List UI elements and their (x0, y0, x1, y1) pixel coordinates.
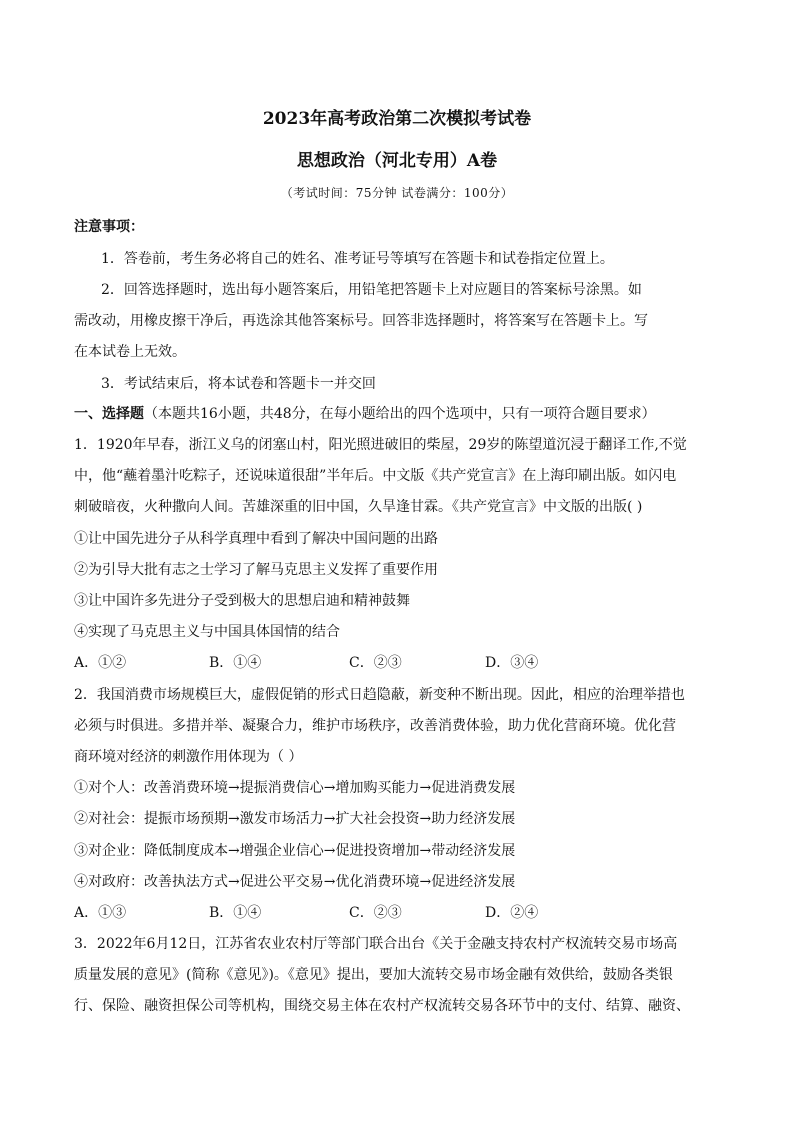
question-item: ①让中国先进分子从科学真理中看到了解决中国问题的出路 (74, 531, 438, 547)
question-item: ④对政府：改善执法方式→促进公平交易→优化消费环境→促进经济发展 (74, 874, 516, 890)
question-stem: 质量发展的意见》(简称《意见》)。《意见》提出，要加大流转交易市场金融有效供给，鼓励各类银 (74, 967, 673, 983)
exam-info: （考试时间：75分钟 试卷满分：100分） (280, 186, 514, 200)
exam-subtitle: 思想政治（河北专用）A卷 (296, 151, 498, 171)
question-item: ④实现了马克思主义与中国具体国情的结合 (74, 624, 340, 640)
notice-line: 在本试卷上无效。 (74, 344, 186, 360)
section-heading (74, 403, 724, 423)
notice-line: 1．答卷前，考生务必将自己的姓名、准考证号等填写在答题卡和试卷指定位置上。 (101, 251, 614, 267)
question-item: ②对社会：提振市场预期→激发市场活力→扩大社会投资→助力经济发展 (74, 811, 516, 827)
notice-line: 2．回答选择题时，选出每小题答案后，用铅笔把答题卡上对应题目的答案标号涂黑。如 (101, 282, 642, 298)
question-stem: 3．2022年6月12日，江苏省农业农村厅等部门联合出台《关于金融支持农村产权流转交易市场高 (74, 936, 678, 952)
question-stem: 商环境对经济的刺激作用体现为（ ） (74, 749, 303, 765)
option-b: B．①④ (209, 905, 262, 921)
option-d: D．③④ (485, 655, 539, 671)
question-item: ①对个人：改善消费环境→提振消费信心→增加购买能力→促进消费发展 (74, 780, 516, 796)
question-item: ③对企业：降低制度成本→增强企业信心→促进投资增加→带动经济发展 (74, 843, 516, 859)
option-c: C．②③ (349, 905, 402, 921)
exam-title: 2023年高考政治第二次模拟考试卷 (262, 109, 532, 129)
question-stem: 中，他“蘸着墨汁吃粽子，还说味道很甜”半年后。中文版《共产党宣言》在上海印刷出版。如闪电 (74, 468, 677, 484)
section-title: 一、选择题 (74, 406, 144, 422)
question-stem: 必须与时俱进。多措并举、凝聚合力，维护市场秩序，改善消费体验，助力优化营商环境。优化营 (74, 718, 676, 734)
option-d: D．②④ (485, 905, 539, 921)
option-c: C．②③ (349, 655, 402, 671)
question-item: ③让中国许多先进分子受到极大的思想启迪和精神鼓舞 (74, 593, 410, 609)
answer-options (74, 652, 724, 672)
option-a: A．①② (74, 655, 127, 671)
section-description: （本题共16小题，共48分，在每小题给出的四个选项中，只有一项符合题目要求） (144, 406, 656, 422)
question-stem: 2．我国消费市场规模巨大，虚假促销的形式日趋隐蔽，新变种不断出现。因此，相应的治理举措也 (74, 687, 685, 703)
question-stem: 行、保险、融资担保公司等机构，围绕交易主体在农村产权流转交易各环节中的支付、结算、融资、 (74, 998, 690, 1014)
question-stem: 1．1920年早春，浙江义乌的闭塞山村，阳光照进破旧的柴屋，29岁的陈望道沉浸于翻译工作,不觉 (74, 437, 687, 453)
option-a: A．①③ (74, 905, 127, 921)
question-stem: 刺破暗夜，火种撒向人间。苦雄深重的旧中国，久旱逢甘霖。《共产党宣言》中文版的出版( ) (74, 499, 643, 515)
notice-line: 需改动，用橡皮擦干净后，再选涂其他答案标号。回答非选择题时，将答案写在答题卡上。写 (74, 313, 648, 329)
notice-heading: 注意事项： (74, 219, 144, 235)
question-item: ②为引导大批有志之士学习了解马克思主义发挥了重要作用 (74, 562, 438, 578)
option-b: B．①④ (209, 655, 262, 671)
answer-options (74, 902, 724, 922)
notice-line: 3．考试结束后，将本试卷和答题卡一并交回 (101, 376, 376, 392)
